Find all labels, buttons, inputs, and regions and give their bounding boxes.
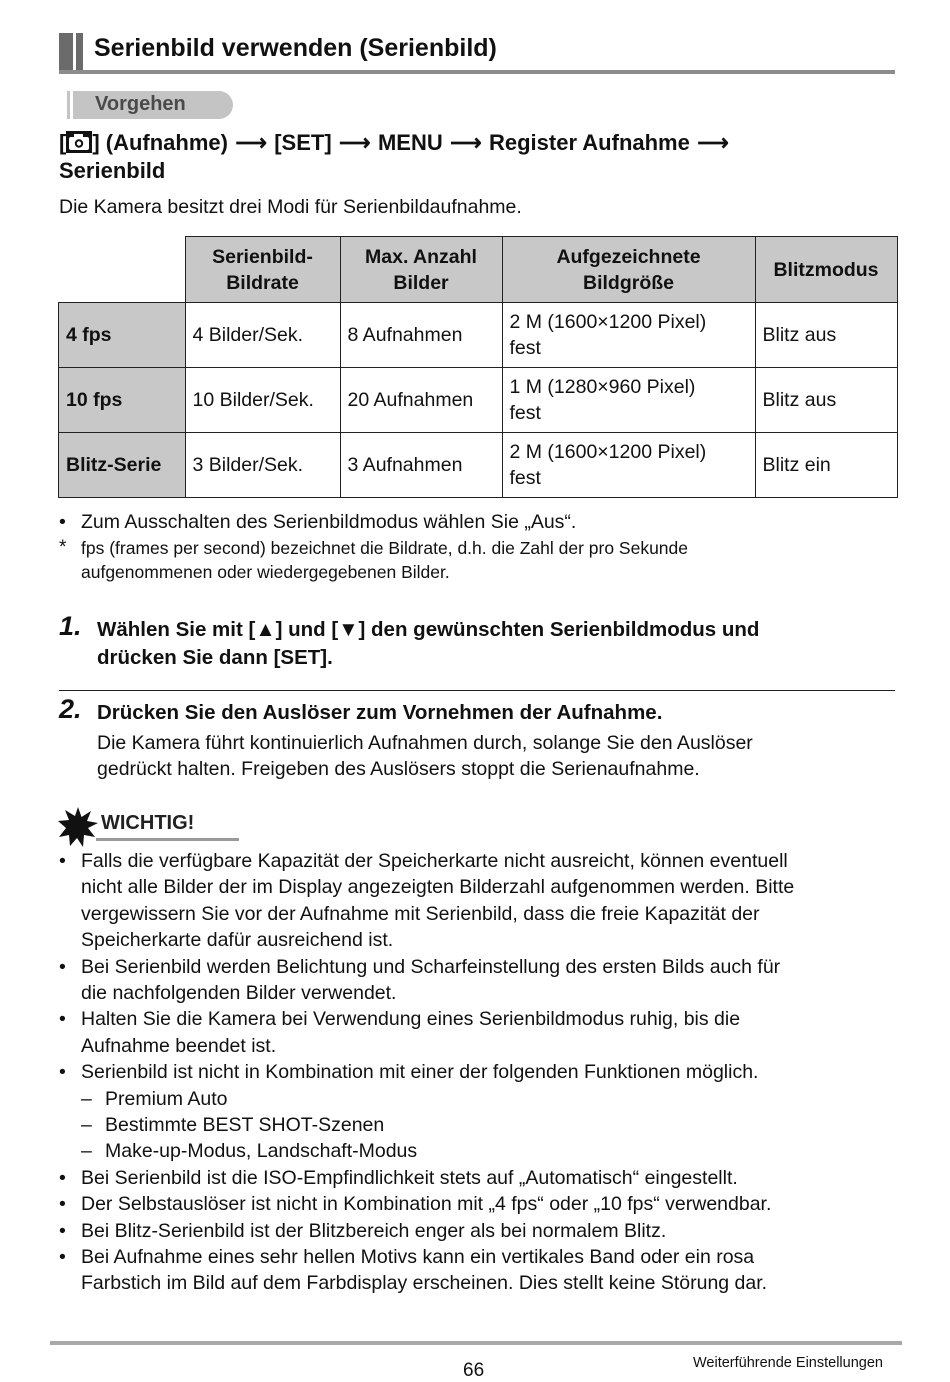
table-corner	[59, 237, 186, 303]
section-name: Weiterführende Einstellungen	[693, 1355, 883, 1371]
row-rate: 3 Bilder/Sek.	[185, 433, 340, 498]
step-1-line2: drücken Sie dann [SET].	[97, 646, 333, 669]
step-2-body-line1: Die Kamera führt kontinuierlich Aufnahmen durch, solange Sie den Auslöser	[97, 732, 753, 754]
list-item: Bei Blitz-Serienbild ist der Blitzbereich enger als bei normalem Blitz.	[81, 1220, 667, 1242]
bracket-open: [	[59, 130, 67, 155]
modes-table	[58, 236, 898, 498]
row-size: 1 M (1280×960 Pixel) fest	[502, 368, 755, 433]
title-marker	[59, 33, 73, 73]
bullet-mark: •	[59, 850, 66, 872]
bullet-mark: •	[59, 1167, 66, 1189]
list-item: Farbstich im Bild auf dem Farbdisplay erscheinen. Dies stellt keine Störung dar.	[81, 1272, 768, 1294]
table-row	[59, 433, 898, 498]
page-number: 66	[463, 1360, 485, 1381]
footer-rule	[50, 1341, 902, 1345]
step-number: 1.	[59, 611, 82, 641]
dash-mark: –	[81, 1088, 92, 1110]
row-flash: Blitz aus	[755, 303, 897, 368]
row-size: 2 M (1600×1200 Pixel) fest	[502, 433, 755, 498]
list-item: nicht alle Bilder der im Display angezeigten Bilderzahl aufgenommen werden. Bitte	[81, 876, 795, 898]
note-asterisk: *	[59, 537, 67, 558]
bullet-mark: •	[59, 1246, 66, 1268]
list-item: vergewissern Sie vor der Aufnahme mit Serienbild, dass die freie Kapazität der	[81, 903, 760, 925]
title-underline	[59, 70, 895, 74]
step-2-body-line2: gedrückt halten. Freigeben des Auslösers stoppt die Serienaufnahme.	[97, 758, 700, 780]
header-rate: Serienbild- Bildrate	[185, 237, 340, 303]
header-max: Max. Anzahl Bilder	[340, 237, 502, 303]
list-item: Bei Aufnahme eines sehr hellen Motivs kann ein vertikales Band oder ein rosa	[81, 1246, 755, 1268]
list-item: Aufnahme beendet ist.	[81, 1035, 277, 1057]
step-number: 2.	[59, 694, 82, 724]
page-title: Serienbild verwenden (Serienbild)	[94, 34, 497, 62]
row-flash: Blitz ein	[755, 433, 897, 498]
arrow-right-icon: ⟶	[697, 130, 729, 155]
important-list	[0, 848, 950, 1308]
note-off: Zum Ausschalten des Serienbildmodus wählen Sie „Aus“.	[81, 511, 577, 533]
row-max: 20 Aufnahmen	[340, 368, 502, 433]
list-item: Halten Sie die Kamera bei Verwendung eines Serienbildmodus ruhig, bis die	[81, 1008, 741, 1030]
nav-serienbild: Serienbild	[59, 158, 166, 183]
row-size: 2 M (1600×1200 Pixel) fest	[502, 303, 755, 368]
list-item: Falls die verfügbare Kapazität der Speicherkarte nicht ausreicht, können eventuell	[81, 850, 788, 872]
header-flash: Blitzmodus	[755, 237, 897, 303]
procedure-badge-stripe	[70, 91, 73, 119]
arrow-right-icon: ⟶	[339, 130, 371, 155]
important-label: WICHTIG!	[101, 812, 195, 834]
important-underline	[96, 838, 239, 841]
row-rate: 4 Bilder/Sek.	[185, 303, 340, 368]
row-max: 3 Aufnahmen	[340, 433, 502, 498]
procedure-badge-stripe	[59, 91, 67, 119]
dash-mark: –	[81, 1114, 92, 1136]
list-item: Bei Serienbild ist die ISO-Empfindlichkeit stets auf „Automatisch“ eingestellt.	[81, 1167, 738, 1189]
bullet-mark: •	[59, 1220, 66, 1242]
list-item: Der Selbstauslöser ist nicht in Kombination mit „4 fps“ oder „10 fps“ verwendbar.	[81, 1193, 772, 1215]
arrow-right-icon: ⟶	[450, 130, 482, 155]
nav-set: [SET]	[274, 130, 332, 155]
nav-register: Register Aufnahme	[488, 130, 690, 155]
procedure-label: Vorgehen	[95, 93, 186, 115]
arrow-right-icon: ⟶	[235, 130, 267, 155]
menu-path	[59, 129, 730, 160]
sub-list-item: Premium Auto	[105, 1088, 228, 1110]
list-item: Speicherkarte dafür ausreichend ist.	[81, 929, 394, 951]
list-item: Serienbild ist nicht in Kombination mit einer der folgenden Funktionen möglich.	[81, 1061, 759, 1083]
step-divider	[59, 690, 895, 691]
bullet-mark: •	[59, 1008, 66, 1030]
row-max: 8 Aufnahmen	[340, 303, 502, 368]
sub-list-item: Make-up-Modus, Landschaft-Modus	[105, 1140, 418, 1162]
sub-list-item: Bestimmte BEST SHOT-Szenen	[105, 1114, 385, 1136]
bullet-mark: •	[59, 1061, 66, 1083]
row-rate: 10 Bilder/Sek.	[185, 368, 340, 433]
step-1-line1: Wählen Sie mit [▲] und [▼] den gewünschten Serienbildmodus und	[97, 618, 760, 641]
table-header-row	[59, 237, 898, 303]
row-flash: Blitz aus	[755, 368, 897, 433]
bullet-mark: •	[59, 1193, 66, 1215]
table-row	[59, 303, 898, 368]
title-marker	[76, 33, 83, 73]
step-2-heading: Drücken Sie den Auslöser zum Vornehmen der Aufnahme.	[97, 701, 663, 724]
intro-text: Die Kamera besitzt drei Modi für Serienbildaufnahme.	[59, 196, 522, 218]
dash-mark: –	[81, 1140, 92, 1162]
table-row	[59, 368, 898, 433]
note-fps-line1: fps (frames per second) bezeichnet die Bildrate, d.h. die Zahl der pro Sekunde	[81, 538, 689, 558]
row-mode: 10 fps	[59, 368, 186, 433]
row-mode: 4 fps	[59, 303, 186, 368]
list-item: die nachfolgenden Bilder verwendet.	[81, 982, 397, 1004]
nav-shooting: ] (Aufnahme)	[92, 130, 228, 155]
important-burst-icon	[57, 806, 99, 853]
header-size: Aufgezeichnete Bildgröße	[502, 237, 755, 303]
note-fps-line2: aufgenommenen oder wiedergegebenen Bilder.	[81, 562, 450, 582]
bullet-mark: •	[59, 956, 66, 978]
list-item: Bei Serienbild werden Belichtung und Scharfeinstellung des ersten Bilds auch für	[81, 956, 781, 978]
note-bullet: •	[59, 511, 66, 533]
nav-menu: MENU	[377, 130, 443, 155]
row-mode: Blitz-Serie	[59, 433, 186, 498]
camera-icon	[66, 131, 92, 160]
